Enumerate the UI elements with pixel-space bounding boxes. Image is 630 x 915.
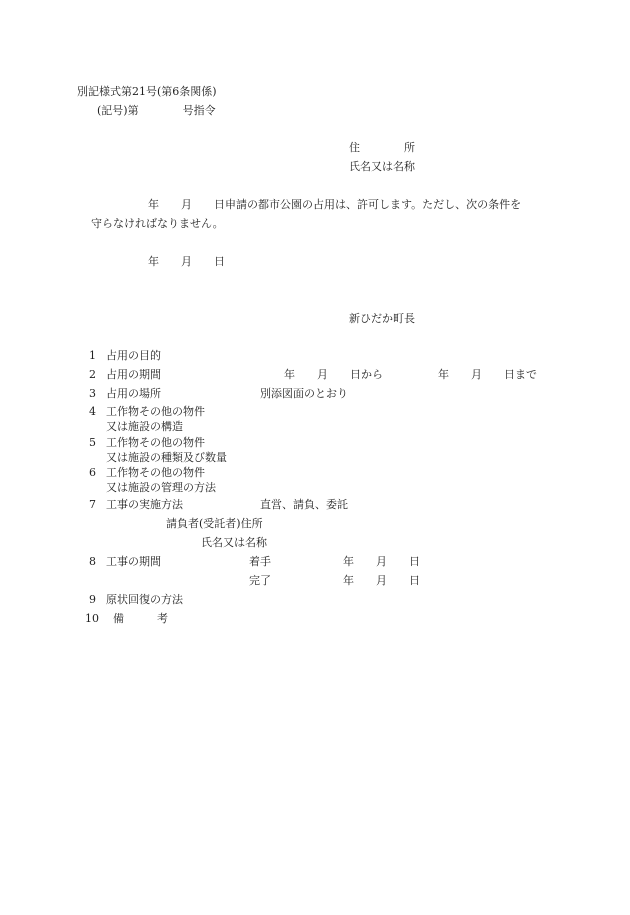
construction-start-date: 年 月 日 (343, 555, 420, 568)
condition-label: 工作物その他の物件 (106, 405, 205, 418)
construction-end-date: 年 月 日 (343, 574, 420, 587)
condition-label-continued: 又は施設の管理の方法 (106, 481, 216, 494)
condition-label: 工作物その他の物件 (106, 466, 205, 479)
condition-number: 3 (89, 387, 96, 400)
issue-date: 年 月 日 (148, 255, 225, 268)
condition-label: 占用の場所 (106, 387, 161, 400)
form-title: 別記様式第21号(第6条関係) (77, 85, 217, 98)
occupancy-location-value: 別添図面のとおり (260, 387, 348, 400)
condition-label: 備 考 (113, 612, 168, 625)
condition-number: 6 (89, 466, 96, 479)
condition-number: 7 (89, 498, 96, 511)
contractor-name-label: 氏名又は名称 (201, 536, 267, 549)
addressee-address-label: 住 所 (349, 141, 415, 154)
construction-method-value: 直営、請負、委託 (260, 498, 348, 511)
occupancy-period-to: 年 月 日まで (438, 368, 537, 381)
contractor-address-label: 請負者(受託者)住所 (166, 517, 263, 530)
condition-number: 1 (89, 349, 96, 362)
condition-number: 5 (89, 436, 96, 449)
permission-paragraph-line1: 年 月 日申請の都市公園の占用は、許可します。ただし、次の条件を (148, 198, 522, 211)
condition-label: 工事の実施方法 (106, 498, 183, 511)
condition-number: 8 (89, 555, 96, 568)
construction-end-label: 完了 (249, 574, 271, 587)
condition-label: 工事の期間 (106, 555, 161, 568)
condition-label: 占用の目的 (106, 349, 161, 362)
condition-number: 4 (89, 405, 96, 418)
document-number: (記号)第 号指令 (97, 104, 216, 117)
condition-label-continued: 又は施設の種類及び数量 (106, 451, 227, 464)
condition-label: 原状回復の方法 (106, 593, 183, 606)
construction-start-label: 着手 (249, 555, 271, 568)
condition-label: 占用の期間 (106, 368, 161, 381)
condition-number: 9 (89, 593, 96, 606)
occupancy-period-from: 年 月 日から (284, 368, 383, 381)
condition-number: 2 (89, 368, 96, 381)
condition-number: 10 (85, 612, 99, 625)
issuer: 新ひだか町長 (349, 312, 415, 325)
permission-paragraph-line2: 守らなければなりません。 (91, 217, 224, 230)
addressee-name-label: 氏名又は名称 (349, 160, 415, 173)
condition-label-continued: 又は施設の構造 (106, 420, 183, 433)
condition-label: 工作物その他の物件 (106, 436, 205, 449)
